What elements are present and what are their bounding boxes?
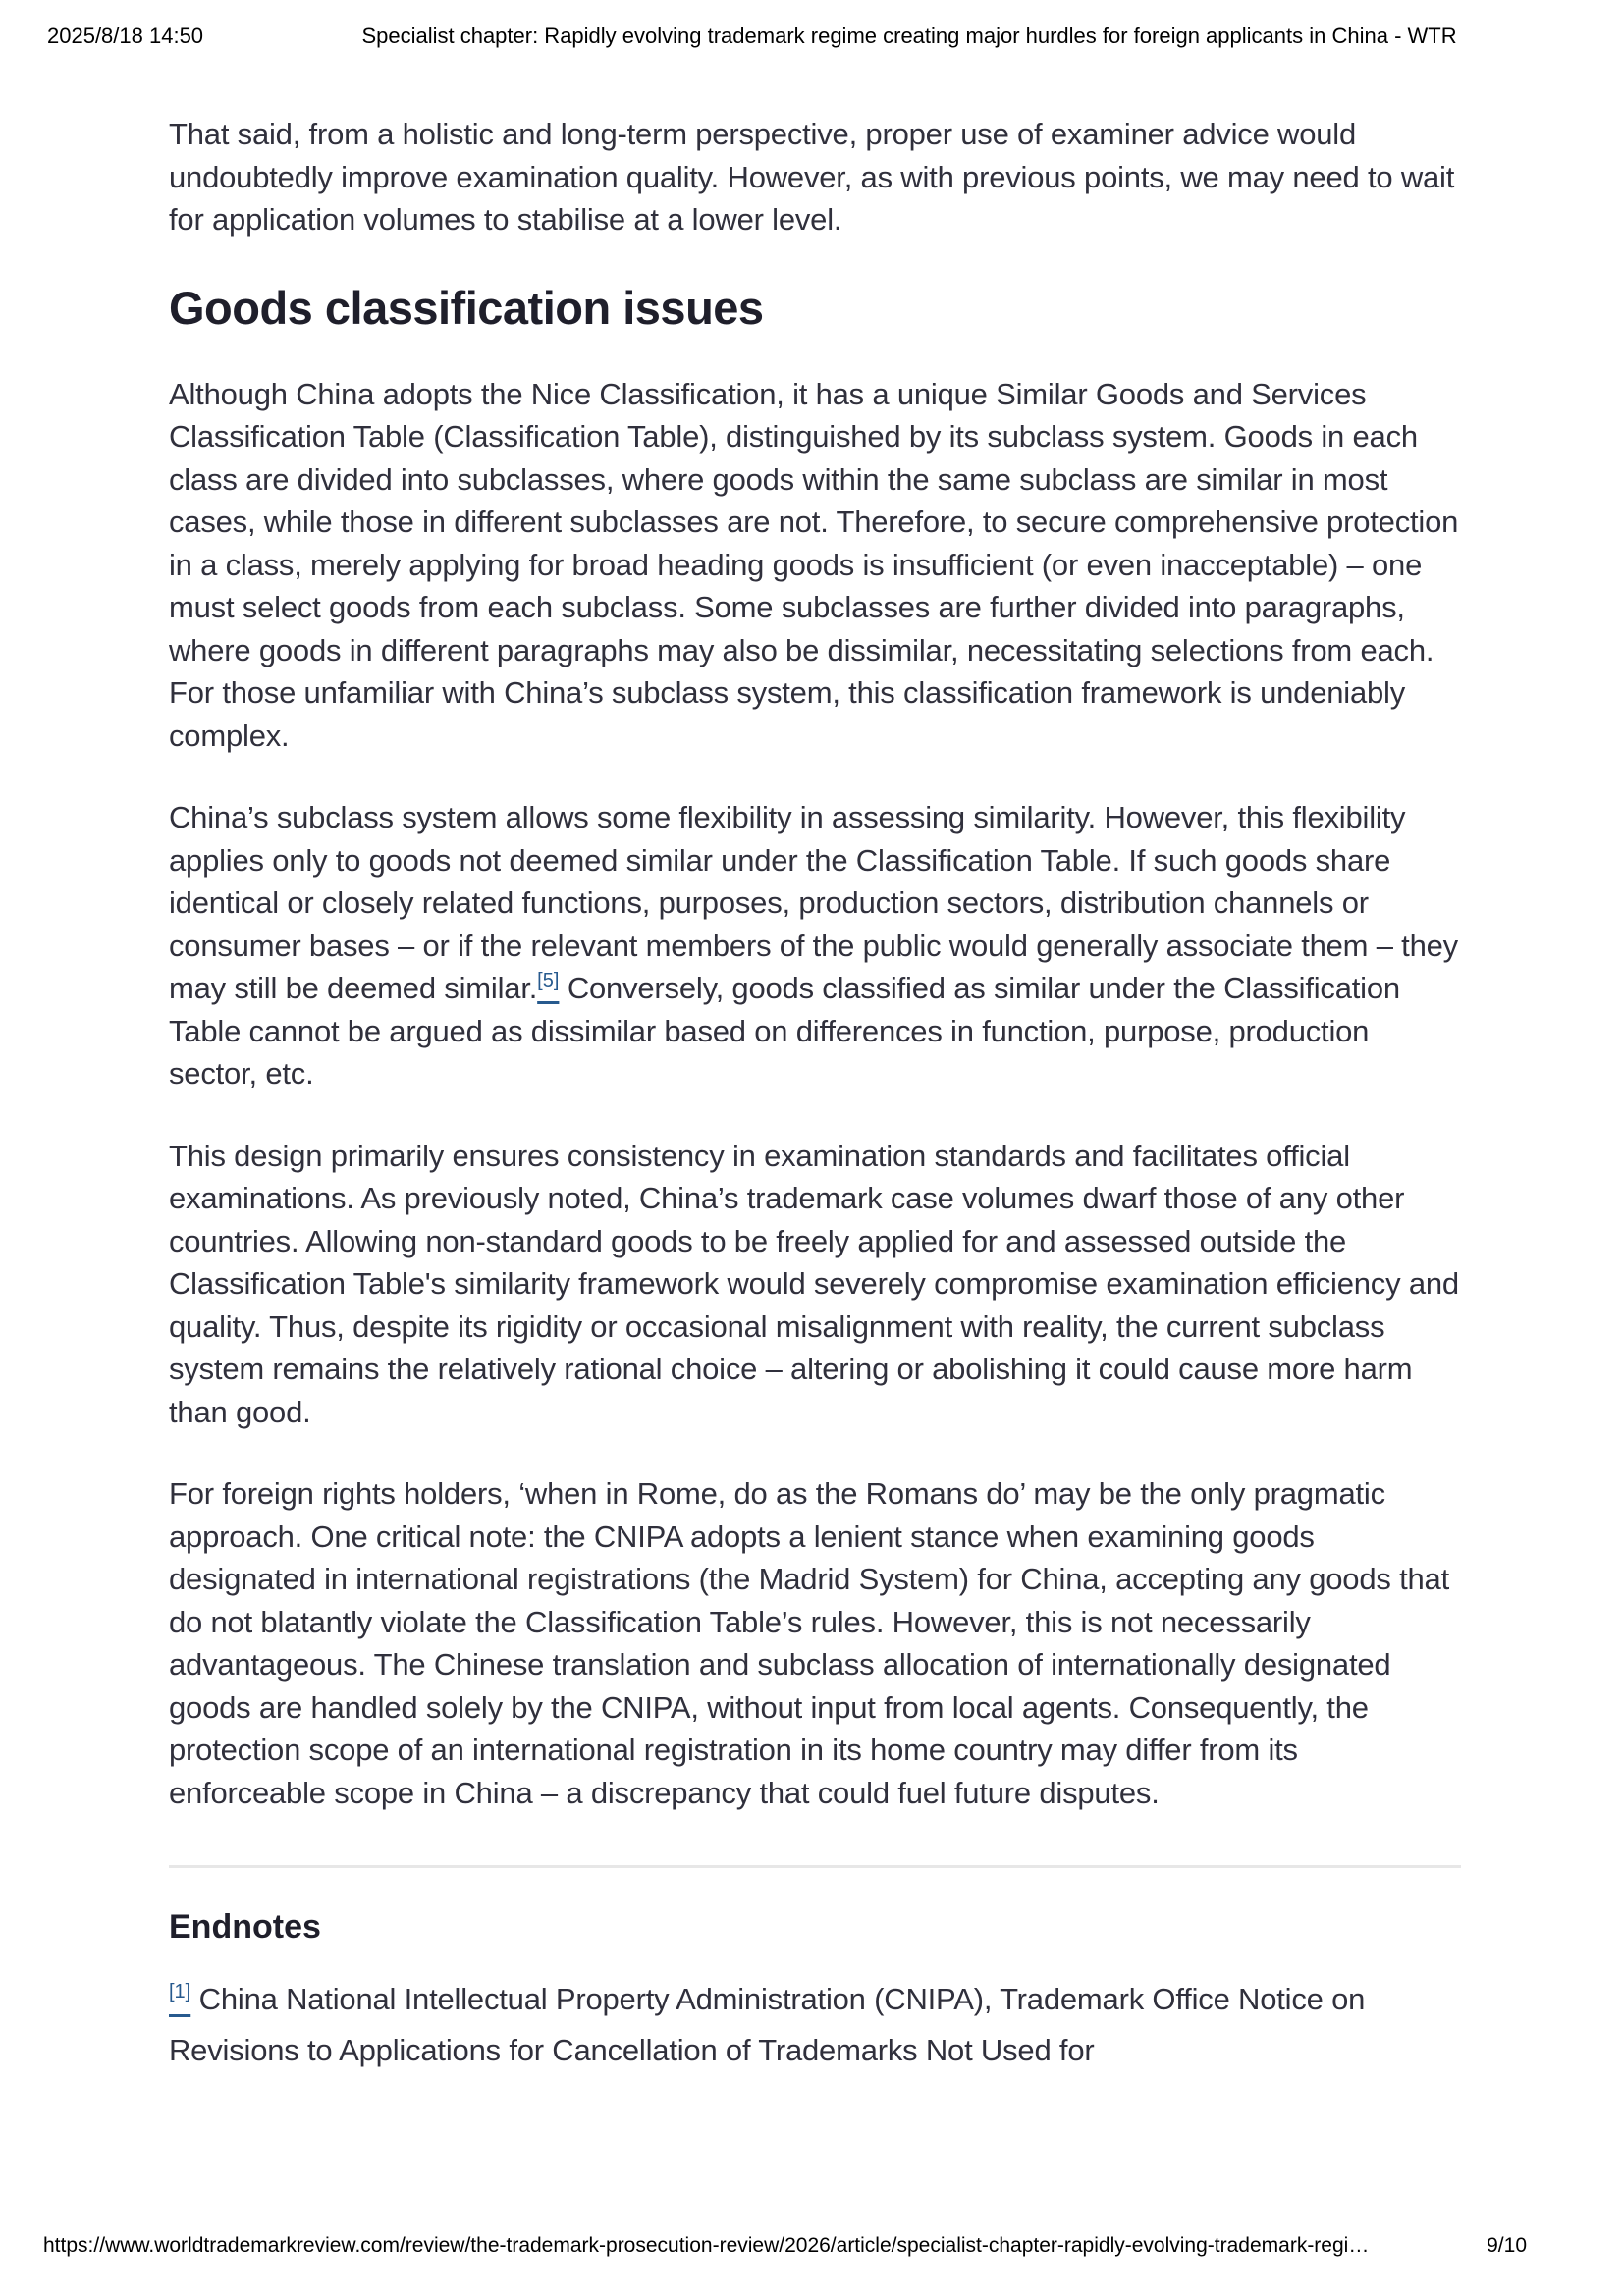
endnotes-heading: Endnotes <box>169 1908 321 1946</box>
endnote-ref-1 <box>169 1981 190 2002</box>
section-divider <box>169 1865 1461 1868</box>
section-heading-goods-classification: Goods classification issues <box>169 281 764 334</box>
paragraph-intro: That said, from a holistic and long-term perspective, proper use of examiner advice would undoubtedly improve examination quality. However, as with previous points, we may need to wait for application volumes to stabilise at a lower level. <box>169 117 1455 237</box>
paragraph-flexibility <box>169 796 1461 1095</box>
print-page-number: 9/10 <box>1487 2234 1527 2257</box>
paragraph-design-consistency: This design primarily ensures consistency in examination standards and facilitates official examinations. As previously noted, China’s trademark case volumes dwarf those of any other countries. Allowing non-standard goods to be freely applied for and assessed outside the Classification Table's similarity framework would severely compromise examination efficiency and quality. Thus, despite its rigidity or occasional misalignment with reality, the current subclass system remains the relatively rational choice – altering or abolishing it could cause more harm than good. <box>169 1138 1459 1429</box>
endnote-1-text: China National Intellectual Property Administration (CNIPA), Trademark Office Notice on Revisions to Applications for Cancellation of Trademarks Not Used for <box>169 1982 1366 2067</box>
print-footer-url: https://www.worldtrademarkreview.com/review/the-trademark-prosecution-review/2026/article/specialist-chapter-rapidly-evolving-trademark-regi… <box>43 2234 1370 2257</box>
document-title: Specialist chapter: Rapidly evolving trademark regime creating major hurdles for foreign applicants in China - WTR <box>361 24 1457 48</box>
print-footer <box>43 2234 1527 2258</box>
footnote-ref-5-link[interactable]: [5] <box>537 970 560 991</box>
article-body <box>169 0 1461 2076</box>
paragraph-flexibility-text-after: Conversely, goods classified as similar under the Classification Table cannot be argued as dissimilar based on differences in function, purpose, production sector, etc. <box>169 971 1400 1091</box>
endnote-ref-1-link[interactable]: [1] <box>169 1981 191 2002</box>
paragraph-classification-table: Although China adopts the Nice Classification, it has a unique Similar Goods and Services Classification Table (Classification Table), distinguished by its subclass system. Goods in each class are divided into subclasses, where goods within the same subclass are similar in most cases, while those in different subclasses are not. Therefore, to secure comprehensive protection in a class, merely applying for broad heading goods is insufficient (or even inacceptable) – one must select goods from each subclass. Some subclasses are further divided into paragraphs, where goods in different paragraphs may also be dissimilar, necessitating selections from each. For those unfamiliar with China’s subclass system, this classification framework is undeniably complex. <box>169 376 1459 753</box>
print-timestamp: 2025/8/18 14:50 <box>47 24 204 48</box>
paragraph-foreign-rights-holders: For foreign rights holders, ‘when in Rome, do as the Romans do’ may be the only pragmatic approach. One critical note: the CNIPA adopts a lenient stance when examining goods designated in international registrations (the Madrid System) for China, accepting any goods that do not blatantly violate the Classification Table’s rules. However, this is not necessarily advantageous. The Chinese translation and subclass allocation of internationally designated goods are handled solely by the CNIPA, without input from local agents. Consequently, the protection scope of an international registration in its home country may differ from its enforceable scope in China – a discrepancy that could fuel future disputes. <box>169 1476 1450 1810</box>
paragraph-flexibility-text-before: China’s subclass system allows some flexibility in assessing similarity. However, this flexibility applies only to goods not deemed similar under the Classification Table. If such goods share identical or closely related functions, purposes, production sectors, distribution channels or consumer bases – or if the relevant members of the public would generally associate them – they may still be deemed similar. <box>169 800 1458 1005</box>
endnote-1 <box>169 1974 1461 2076</box>
footnote-ref-5 <box>537 970 559 991</box>
